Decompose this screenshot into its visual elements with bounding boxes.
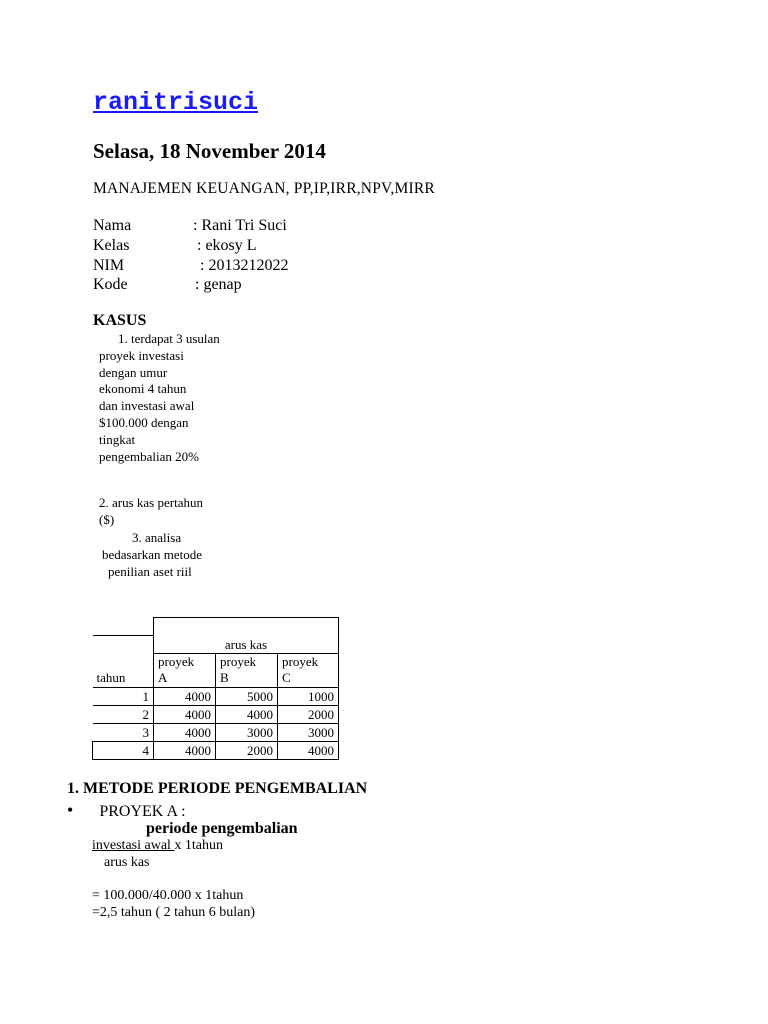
bullet-label: PROYEK A : [99, 803, 186, 820]
nim-label: NIM [93, 257, 125, 274]
kasus-heading: KASUS [93, 312, 147, 329]
kasus-item-1-line: 1. terdapat 3 usulan [118, 331, 220, 346]
project-a-cell: 4000 [154, 724, 216, 742]
calc-line-2: =2,5 tahun ( 2 tahun 6 bulan) [92, 905, 256, 920]
project-b-cell: 5000 [216, 688, 278, 706]
table-row [93, 742, 339, 760]
post-title: MANAJEMEN KEUANGAN, PP,IP,IRR,NPV,MIRR [93, 180, 435, 197]
project-a-cell: 4000 [154, 742, 216, 760]
nim-value: : 2013212022 [200, 257, 289, 274]
project-b-cell: 2000 [216, 742, 278, 760]
kasus-item-1-line: dan investasi awal [99, 398, 195, 414]
kasus-item-3-line: bedasarkan metode [102, 546, 202, 562]
kasus-item-3-line: penilian aset riil [108, 563, 192, 579]
project-b-cell: 3000 [216, 724, 278, 742]
formula-numerator-line [92, 838, 223, 854]
kode-value: : genap [195, 276, 242, 293]
kasus-item-2-line: 2. arus kas pertahun [99, 495, 203, 510]
project-c-cell: 2000 [278, 706, 339, 724]
year-cell: 3 [93, 724, 154, 742]
cashflow-table [92, 617, 339, 760]
kasus-item-3 [102, 530, 202, 580]
kode-label: Kode [93, 276, 128, 293]
section-heading-periode-pengembalian: 1. METODE PERIODE PENGEMBALIAN [67, 780, 368, 797]
kasus-item-2-line: ($) [99, 511, 115, 527]
table-cell-empty [93, 618, 154, 636]
nama-value: : Rani Tri Suci [193, 217, 287, 234]
table-row [93, 724, 339, 742]
project-a-cell: 4000 [154, 706, 216, 724]
project-header-line: C [282, 670, 291, 685]
project-header-line: proyek [158, 654, 195, 669]
project-header-line: B [220, 670, 229, 685]
project-header-line: proyek [282, 654, 319, 669]
year-cell: 4 [93, 742, 154, 760]
bullet-icon: • [67, 800, 74, 820]
year-column-header: tahun [96, 670, 126, 685]
arus-kas-header: arus kas [154, 636, 339, 654]
kasus-item-1-line: pengembalian 20% [99, 448, 199, 464]
project-c-header [278, 654, 339, 688]
kasus-item-1-line: tingkat [99, 431, 136, 447]
table-row [93, 636, 339, 654]
kasus-item-2 [99, 495, 203, 529]
post-date: Selasa, 18 November 2014 [93, 139, 326, 163]
table-row [93, 688, 339, 706]
kasus-item-1 [99, 331, 220, 465]
formula-numerator: investasi awal [92, 838, 175, 853]
calc-line-1: = 100.000/40.000 x 1tahun [92, 888, 244, 903]
year-cell: 2 [93, 706, 154, 724]
project-c-cell: 3000 [278, 724, 339, 742]
year-cell: 1 [93, 688, 154, 706]
kasus-item-1-line: ekonomi 4 tahun [99, 381, 187, 397]
kasus-item-3-line: 3. analisa [132, 530, 182, 545]
table-cell-empty [154, 618, 339, 636]
project-header-line: A [158, 670, 168, 685]
formula-suffix: x 1tahun [174, 838, 224, 853]
project-c-cell: 1000 [278, 688, 339, 706]
project-header-line: proyek [220, 654, 257, 669]
subheading-periode-pengembalian: periode pengembalian [146, 820, 298, 837]
kelas-label: Kelas [93, 237, 130, 254]
project-b-cell: 4000 [216, 706, 278, 724]
kasus-item-1-line: dengan umur [99, 364, 168, 380]
kasus-item-1-line: $100.000 dengan [99, 414, 189, 430]
table-row [93, 618, 339, 636]
project-c-cell: 4000 [278, 742, 339, 760]
formula-denominator: arus kas [104, 855, 150, 870]
project-b-header [216, 654, 278, 688]
bullet-proyek-a [67, 800, 186, 821]
project-a-header [154, 654, 216, 688]
table-row [93, 706, 339, 724]
kelas-value: : ekosy L [197, 237, 257, 254]
blog-title-link[interactable]: ranitrisuci [93, 88, 259, 117]
project-a-cell: 4000 [154, 688, 216, 706]
kasus-item-1-line: proyek investasi [99, 347, 184, 363]
nama-label: Nama [93, 217, 132, 234]
